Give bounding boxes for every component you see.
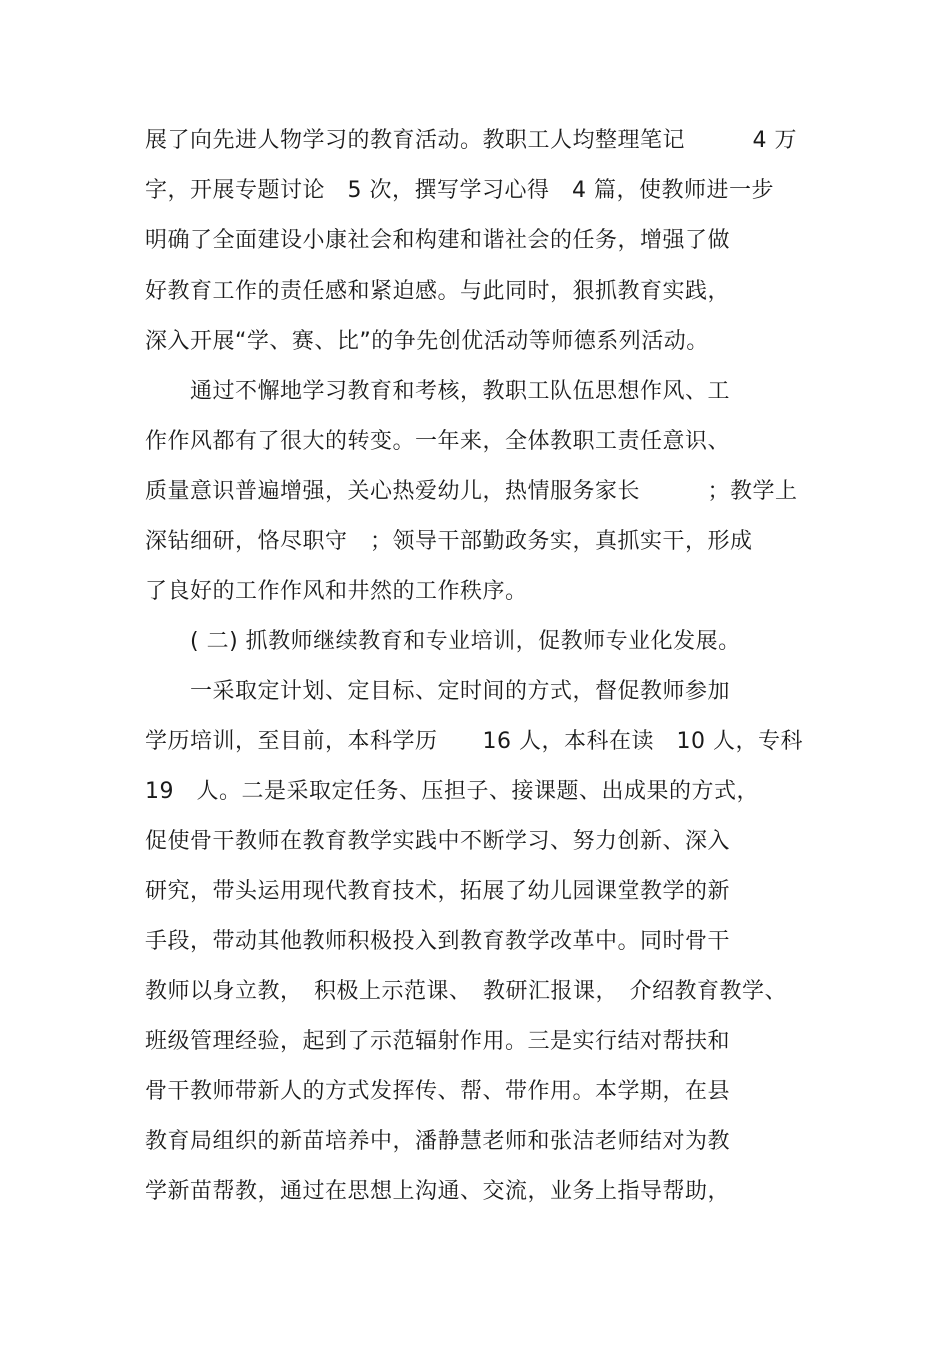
text-line: 作作风都有了很大的转变。一年来，全体教职工责任意识、 — [145, 429, 731, 454]
text-line: 促使骨干教师在教育教学实践中不断学习、努力创新、深入 — [145, 829, 731, 854]
text-line: ( 二) 抓教师继续教育和专业培训，促教师专业化发展。 — [145, 629, 741, 654]
text-line: 一采取定计划、定目标、定时间的方式，督促教师参加 — [145, 679, 731, 704]
text-line: 质量意识普遍增强，关心热爱幼儿，热情服务家长 ；教学上 — [145, 479, 798, 504]
text-line: 班级管理经验，起到了示范辐射作用。三是实行结对帮扶和 — [145, 1029, 731, 1054]
text-line: 教师以身立教， 积极上示范课、 教研汇报课， 介绍教育教学、 — [145, 979, 788, 1004]
text-line: 研究，带头运用现代教育技术，拓展了幼儿园课堂教学的新 — [145, 879, 731, 904]
text-line: 展了向先进人物学习的教育活动。教职工人均整理笔记 4 万 — [145, 128, 797, 153]
text-line: 好教育工作的责任感和紧迫感。与此同时，狠抓教育实践， — [145, 279, 731, 304]
text-line: 手段，带动其他教师积极投入到教育教学改革中。同时骨干 — [145, 929, 731, 954]
text-line: 学历培训，至目前，本科学历 16 人，本科在读 10 人，专科 — [145, 729, 803, 754]
text-line: 19 人。二是采取定任务、压担子、接课题、出成果的方式， — [145, 779, 759, 804]
text-line: 了良好的工作作风和井然的工作秩序。 — [145, 579, 528, 604]
text-line: 教育局组织的新苗培养中，潘静慧老师和张洁老师结对为教 — [145, 1129, 731, 1154]
text-line: 明确了全面建设小康社会和构建和谐社会的任务，增强了做 — [145, 228, 731, 253]
text-line: 通过不懈地学习教育和考核，教职工队伍思想作风、工 — [145, 379, 731, 404]
text-line: 深钻细研，恪尽职守 ；领导干部勤政务实，真抓实干，形成 — [145, 529, 753, 554]
text-line: 深入开展“学、赛、比”的争先创优活动等师德系列活动。 — [145, 329, 709, 354]
text-line: 学新苗帮教，通过在思想上沟通、交流，业务上指导帮助， — [145, 1179, 731, 1204]
text-line: 骨干教师带新人的方式发挥传、帮、带作用。本学期，在县 — [145, 1079, 731, 1104]
text-line: 字，开展专题讨论 5 次，撰写学习心得 4 篇，使教师进一步 — [145, 178, 774, 203]
